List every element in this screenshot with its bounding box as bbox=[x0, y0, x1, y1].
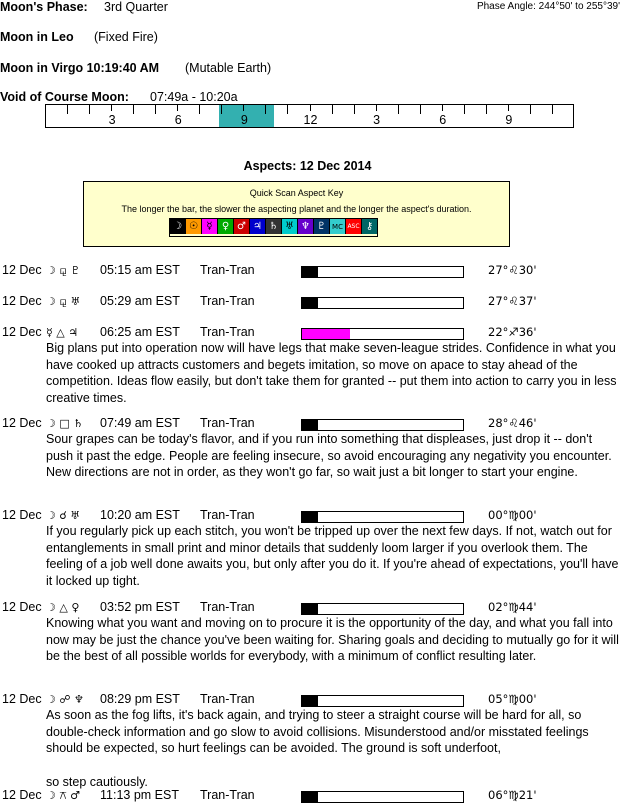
aspect-duration-bar-fill bbox=[302, 792, 318, 802]
aspect-glyphs: ☿ △ ♃ bbox=[46, 326, 79, 339]
aspect-description-continued: so step cautiously. bbox=[46, 775, 148, 789]
aspect-time: 05:15 am EST bbox=[100, 263, 180, 277]
timeline-tick bbox=[287, 105, 288, 114]
aspect-position: 28°♌46' bbox=[488, 416, 537, 430]
aspect-time: 03:52 pm EST bbox=[100, 600, 180, 614]
aspect-position: 27°♌37' bbox=[488, 294, 537, 308]
aspect-duration-bar-fill bbox=[302, 696, 318, 706]
aspect-date: 12 Dec bbox=[2, 416, 42, 430]
timeline-tick bbox=[265, 105, 266, 114]
aspect-position: 00°♍00' bbox=[488, 508, 537, 522]
aspect-time: 08:29 pm EST bbox=[100, 692, 180, 706]
timeline-tick bbox=[221, 105, 222, 114]
uranus-icon: ♅ bbox=[282, 219, 298, 234]
aspect-date: 12 Dec bbox=[2, 325, 42, 339]
timeline-tick bbox=[199, 105, 200, 114]
aspect-glyphs: ☽ ⚼ ♅ bbox=[46, 295, 81, 308]
aspect-description: If you regularly pick up each stitch, you won't be tripped up over the next few days. If not, watch out for entanglements in small print and minor details that suddenly loom larger if you overlook them. The feeling of a job well done awaits you, but only after you do it. If you're ahead of expectations, you'll have it locked up tight. bbox=[46, 524, 619, 588]
timeline-tick bbox=[111, 105, 112, 111]
timeline-tick bbox=[67, 105, 68, 114]
aspect-time: 11:13 pm EST bbox=[100, 788, 179, 802]
aspect-duration-bar bbox=[301, 266, 464, 278]
aspect-key-description: The longer the bar, the slower the aspecting planet and the longer the aspect's duration. bbox=[121, 204, 472, 214]
aspect-position: 02°♍44' bbox=[488, 600, 537, 614]
aspect-duration-bar-fill bbox=[302, 512, 318, 522]
aspect-position: 05°♍00' bbox=[488, 692, 537, 706]
aspect-duration-bar bbox=[301, 695, 464, 707]
aspect-date: 12 Dec bbox=[2, 508, 42, 522]
timeline-tick bbox=[354, 105, 355, 114]
timeline-hour-label: 9 bbox=[240, 113, 248, 127]
moon-in-leo-element: (Fixed Fire) bbox=[94, 30, 158, 44]
aspect-type: Tran-Tran bbox=[200, 600, 255, 614]
aspect-duration-bar bbox=[301, 511, 464, 523]
aspect-description: Knowing what you want and moving on to procure it is the opportunity of the day, and what you fall into now may be just the chance you've been waiting for. Sharing goals and deciding to mutually go for it will be the best of all possible worlds for everybody, with a minimum of conflict resulting later. bbox=[46, 616, 619, 663]
aspect-duration-bar bbox=[301, 603, 464, 615]
void-of-course-label: Void of Course Moon: bbox=[0, 90, 129, 104]
ascendant-icon: ASC bbox=[346, 219, 362, 234]
timeline-tick bbox=[332, 105, 333, 114]
aspect-duration-bar-fill bbox=[302, 267, 318, 277]
mars-icon: ♂ bbox=[234, 219, 250, 234]
aspect-position: 27°♌30' bbox=[488, 263, 537, 277]
timeline-tick bbox=[155, 105, 156, 114]
aspect-duration-bar bbox=[301, 297, 464, 309]
timeline-hour-label: 6 bbox=[439, 113, 447, 127]
aspect-time: 07:49 am EST bbox=[100, 416, 180, 430]
moon-in-virgo-element: (Mutable Earth) bbox=[185, 61, 272, 75]
aspect-description: Big plans put into operation now will have legs that make seven-league strides. Confidence in what you have cooked up attracts customers and begets imitation, so move on apace to stay ahead of the competition. Ideas flow easily, but don't take them for granted -- put them into action to carry you in less creative times. bbox=[46, 341, 617, 405]
void-of-course-value: 07:49a - 10:20a bbox=[150, 90, 238, 104]
timeline-tick bbox=[376, 105, 377, 111]
neptune-icon: ♆ bbox=[298, 219, 314, 234]
aspect-key-title: Quick Scan Aspect Key bbox=[249, 188, 344, 198]
timeline-tick bbox=[398, 105, 399, 114]
aspect-glyphs: ☽ ⚼ ♇ bbox=[46, 264, 81, 277]
aspect-duration-bar bbox=[301, 419, 464, 431]
chiron-icon: ⚷ bbox=[362, 219, 377, 234]
aspect-duration-bar bbox=[301, 328, 464, 340]
aspect-time: 05:29 am EST bbox=[100, 294, 180, 308]
timeline-hour-label: 3 bbox=[373, 113, 381, 127]
timeline-tick bbox=[530, 105, 531, 114]
aspect-type: Tran-Tran bbox=[200, 416, 255, 430]
aspect-glyphs: ☽ ☌ ♅ bbox=[46, 509, 81, 522]
aspect-position: 06°♍21' bbox=[488, 788, 537, 802]
aspect-time: 06:25 am EST bbox=[100, 325, 180, 339]
aspect-duration-bar-fill bbox=[302, 604, 318, 614]
timeline-tick bbox=[442, 105, 443, 111]
aspect-glyphs: ☽ △ ♀ bbox=[46, 601, 80, 614]
phase-angle: Phase Angle: 244°50' to 255°39' bbox=[476, 1, 620, 12]
timeline-tick bbox=[89, 105, 90, 114]
saturn-icon: ♄ bbox=[266, 219, 282, 234]
aspect-date: 12 Dec bbox=[2, 263, 42, 277]
aspect-type: Tran-Tran bbox=[200, 692, 255, 706]
aspect-position: 22°♐36' bbox=[488, 325, 537, 339]
jupiter-icon: ♃ bbox=[250, 219, 266, 234]
aspect-date: 12 Dec bbox=[2, 600, 42, 614]
timeline-tick bbox=[486, 105, 487, 114]
timeline-tick bbox=[133, 105, 134, 114]
timeline-tick bbox=[464, 105, 465, 114]
aspect-description: As soon as the fog lifts, it's back again, and trying to steer a straight course will be hard for all, so double-check information and go slow to avoid collisions. Misunderstood and/or misstated feelings should be expected, so hurt feelings can be avoided. The ground is soft underfoot, bbox=[46, 708, 589, 755]
moon-in-leo-label: Moon in Leo bbox=[0, 30, 74, 44]
aspect-key-panel bbox=[83, 181, 510, 247]
aspect-duration-bar-fill bbox=[302, 298, 318, 308]
aspect-date: 12 Dec bbox=[2, 692, 42, 706]
aspect-date: 12 Dec bbox=[2, 788, 42, 802]
timeline-hour-label: 6 bbox=[174, 113, 182, 127]
aspect-glyphs: ☽ □ ♄ bbox=[46, 417, 84, 430]
aspect-glyphs: ☽ ⚻ ♂ bbox=[46, 789, 81, 802]
timeline-hour-label: 12 bbox=[303, 113, 318, 127]
aspects-title: Aspects: 12 Dec 2014 bbox=[243, 159, 372, 173]
timeline-tick bbox=[243, 105, 244, 111]
aspect-type: Tran-Tran bbox=[200, 263, 255, 277]
timeline-hour-label: 3 bbox=[108, 113, 116, 127]
aspect-glyphs: ☽ ☍ ♆ bbox=[46, 693, 84, 706]
venus-icon: ♀ bbox=[218, 219, 234, 234]
timeline-tick bbox=[420, 105, 421, 114]
timeline-hour-label: 9 bbox=[505, 113, 513, 127]
aspect-duration-bar-fill bbox=[302, 420, 318, 430]
sun-icon: ☉ bbox=[186, 219, 202, 234]
aspect-date: 12 Dec bbox=[2, 294, 42, 308]
aspect-time: 10:20 am EST bbox=[100, 508, 180, 522]
midheaven-icon: MC bbox=[330, 219, 346, 234]
timeline-tick bbox=[310, 105, 311, 111]
pluto-icon: ♇ bbox=[314, 219, 330, 234]
moon-icon: ☽ bbox=[170, 219, 186, 234]
moon-in-virgo-label: Moon in Virgo 10:19:40 AM bbox=[0, 61, 160, 75]
aspect-duration-bar bbox=[301, 791, 464, 803]
timeline-tick bbox=[552, 105, 553, 114]
aspect-type: Tran-Tran bbox=[200, 788, 255, 802]
timeline-tick bbox=[177, 105, 178, 111]
aspect-type: Tran-Tran bbox=[200, 508, 255, 522]
aspect-type: Tran-Tran bbox=[200, 294, 255, 308]
phase-label: Moon's Phase: bbox=[0, 0, 88, 14]
mercury-icon: ☿ bbox=[202, 219, 218, 234]
phase-value: 3rd Quarter bbox=[104, 0, 168, 14]
void-of-course-timeline bbox=[45, 104, 574, 128]
aspect-type: Tran-Tran bbox=[200, 325, 255, 339]
aspect-description: Sour grapes can be today's flavor, and if you run into something that displeases, just drop it -- don't push it past the edge. People are feeling insecure, so avoid encouraging any negativity you encounter. New directions are not in order, as they won't go far, so wait just a bit longer to start your engine. bbox=[46, 432, 612, 479]
aspect-key-icons bbox=[169, 218, 378, 237]
timeline-tick bbox=[508, 105, 509, 111]
aspect-duration-bar-fill bbox=[302, 329, 350, 339]
